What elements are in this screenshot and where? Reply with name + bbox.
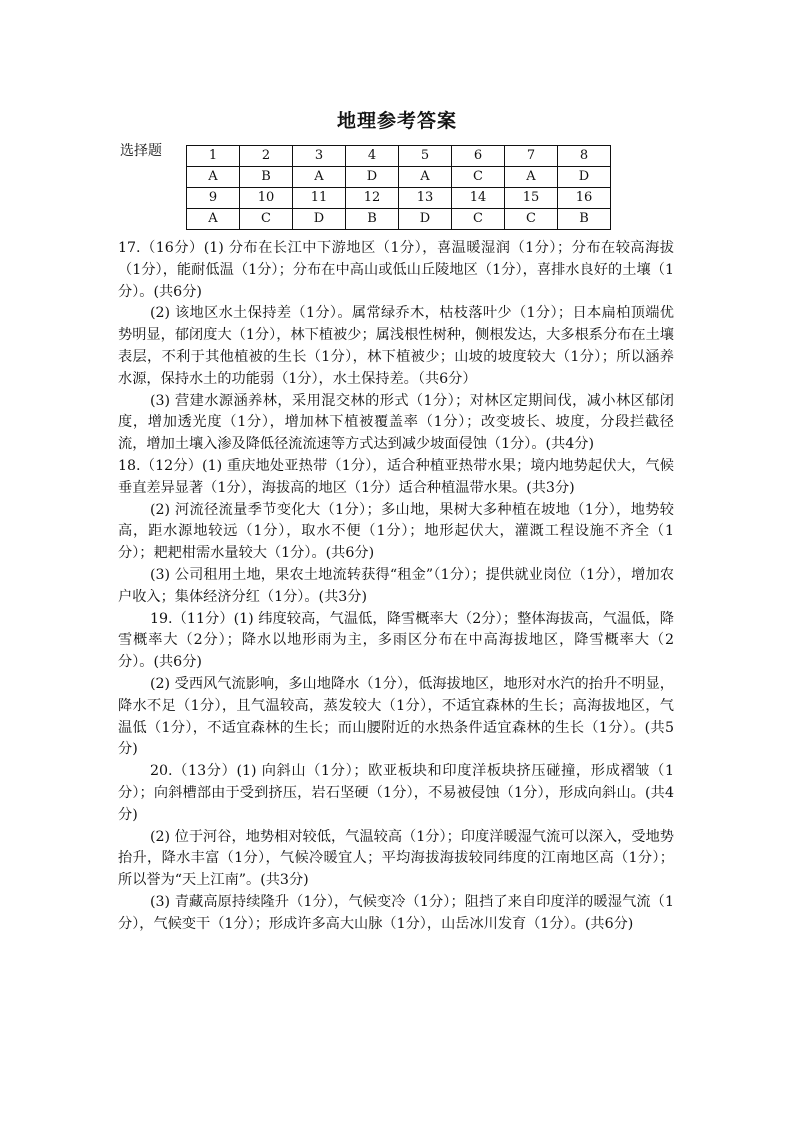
answer-paragraph: 19.（11分）(1) 纬度较高，气温低，降雪概率大（2分）；整体海拔高，气温低，降雪概率大（2分）；降水以地形雨为主，多雨区分布在中高海拔地区，降雪概率大（2分）。(共6分) xyxy=(118,610,674,671)
table-cell: 9 xyxy=(187,188,240,209)
table-cell: C xyxy=(505,209,558,230)
table-cell: D xyxy=(558,167,611,188)
table-cell: 5 xyxy=(399,146,452,167)
answer-body xyxy=(118,238,674,936)
table-cell: 3 xyxy=(293,146,346,167)
section-label: 选择题 xyxy=(120,143,162,159)
table-cell: 11 xyxy=(293,188,346,209)
table-cell: D xyxy=(346,167,399,188)
table-cell: 1 xyxy=(187,146,240,167)
table-cell: B xyxy=(346,209,399,230)
table-cell: C xyxy=(452,209,505,230)
answer-paragraph: (2) 位于河谷，地势相对较低，气温较高（1分）；印度洋暖湿气流可以深入，受地势抬升，降水丰富（1分），气候冷暖宜人；平均海拔海拔较同纬度的江南地区高（1分）；所以誉为“天上江南”。(共3分) xyxy=(118,828,674,889)
table-cell: B xyxy=(240,167,293,188)
page-title: 地理参考答案 xyxy=(336,110,457,132)
answer-paragraph: (3) 青藏高原持续隆升（1分），气候变冷（1分）；阻挡了来自印度洋的暖湿气流（1分），气候变干（1分）；形成许多高大山脉（1分），山岳冰川发育（1分）。(共6分) xyxy=(118,893,674,932)
answer-paragraph: (2) 河流径流量季节变化大（1分）；多山地，果树大多种植在坡地（1分），地势较高，距水源地较远（1分），取水不便（1分）；地形起伏大，灌溉工程设施不齐全（1分）；耙耙柑需水量较大（1分）。(共6分) xyxy=(118,501,674,562)
table-cell: D xyxy=(399,209,452,230)
answer-paragraph: (3) 营建水源涵养林，采用混交林的形式（1分）；对林区定期间伐，减小林区郁闭度，增加透光度（1分），增加林下植被覆盖率（1分）；改变坡长、坡度，分段拦截径流，增加土壤入渗及降低径流流速等方式达到减少坡面侵蚀（1分）。(共4分) xyxy=(118,392,674,453)
table-cell: 13 xyxy=(399,188,452,209)
table-cell: 14 xyxy=(452,188,505,209)
table-cell: 8 xyxy=(558,146,611,167)
table-cell: 4 xyxy=(346,146,399,167)
table-cell: C xyxy=(452,167,505,188)
table-cell: B xyxy=(558,209,611,230)
table-cell: C xyxy=(240,209,293,230)
table-cell: 10 xyxy=(240,188,293,209)
table-cell: 16 xyxy=(558,188,611,209)
table-cell: A xyxy=(399,167,452,188)
table-cell: 15 xyxy=(505,188,558,209)
answer-paragraph: (2) 受西风气流影响，多山地降水（1分），低海拔地区，地形对水汽的抬升不明显，降水不足（1分），且气温较高，蒸发较大（1分），不适宜森林的生长；高海拔地区，气温低（1分），不适宜森林的生长；而山腰附近的水热条件适宜森林的生长（1分）。(共5分) xyxy=(118,675,674,758)
answer-paragraph: 20.（13分）(1) 向斜山（1分）；欧亚板块和印度洋板块挤压碰撞，形成褶皱（1分）；向斜槽部由于受到挤压，岩石坚硬（1分），不易被侵蚀（1分），形成向斜山。(共4分) xyxy=(118,763,674,823)
table-cell: 6 xyxy=(452,146,505,167)
table-cell: A xyxy=(187,209,240,230)
answer-paragraph: (3) 公司租用土地，果农土地流转获得“租金”（1分）；提供就业岗位（1分），增加农户收入；集体经济分红（1分）。(共3分) xyxy=(118,566,674,605)
table-row xyxy=(187,209,611,230)
answer-paragraph: 17.（16分）(1) 分布在长江中下游地区（1分），喜温暖湿润（1分）；分布在较高海拔（1分），能耐低温（1分）；分布在中高山或低山丘陵地区（1分），喜排水良好的土壤（1分）。(共6分) xyxy=(118,240,674,300)
table-cell: 2 xyxy=(240,146,293,167)
table-cell: 12 xyxy=(346,188,399,209)
table-row xyxy=(187,167,611,188)
table-cell: 7 xyxy=(505,146,558,167)
answer-paragraph: (2) 该地区水土保持差（1分）。属常绿乔木，枯枝落叶少（1分）；日本扁柏顶端优势明显，郁闭度大（1分），林下植被少；属浅根性树种，侧根发达，大多根系分布在土壤表层，不利于其他植被的生长（1分），林下植被少；山坡的坡度较大（1分）；所以涵养水源，保持水土的功能弱（1分），水土保持差。（共6分） xyxy=(118,305,674,387)
table-cell: A xyxy=(293,167,346,188)
table-cell: A xyxy=(187,167,240,188)
table-row xyxy=(187,188,611,209)
answer-table xyxy=(186,145,611,230)
answer-paragraph: 18.（12分）(1) 重庆地处亚热带（1分），适合种植亚热带水果；境内地势起伏大，气候垂直差异显著（1分），海拔高的地区（1分）适合种植温带水果。(共3分) xyxy=(118,457,674,496)
table-row xyxy=(187,146,611,167)
table-cell: D xyxy=(293,209,346,230)
table-cell: A xyxy=(505,167,558,188)
